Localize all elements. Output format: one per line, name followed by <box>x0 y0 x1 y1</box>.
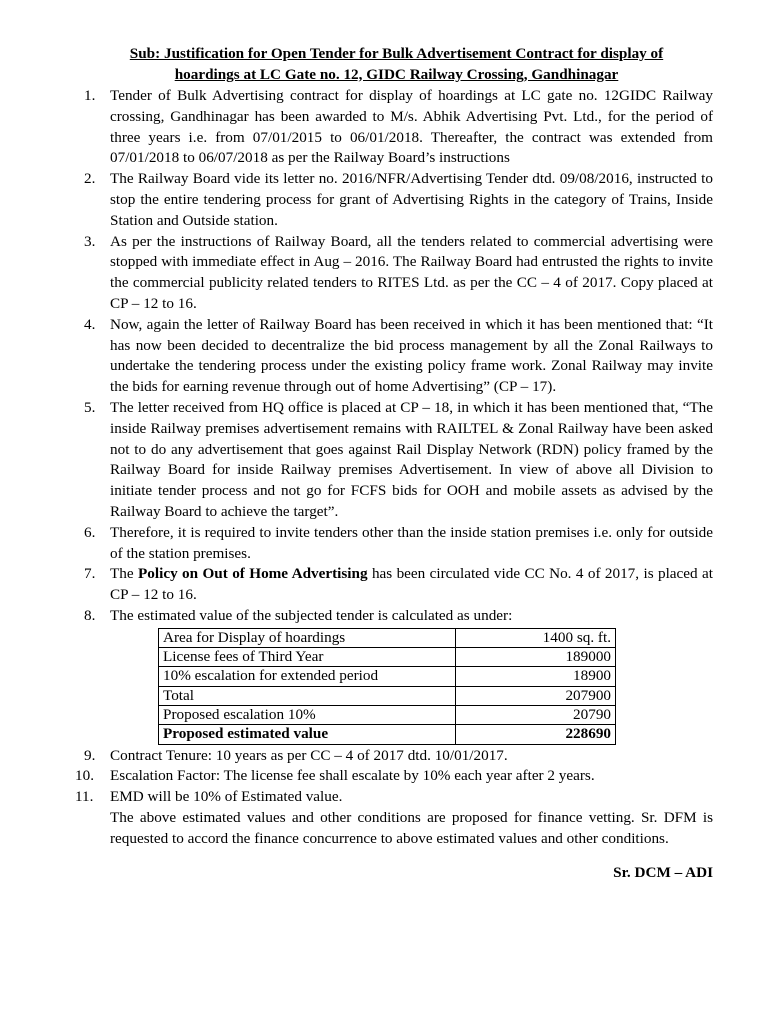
table-cell-label: Proposed escalation 10% <box>159 705 456 724</box>
point-number: 4. <box>84 315 96 333</box>
table-row <box>159 686 616 705</box>
point-text: Tender of Bulk Advertising contract for display of hoardings at LC gate no. 12GIDC Railway crossing, Gandhinagar has been awarded to M/s. Abhik Advertising Pvt. Ltd., for the period of three years i.e. from 07/01/2015 to 06/01/2018. Thereafter, the contract was extended from 07/01/2018 to 06/07/2018 as per the Railway Board’s instructions <box>110 87 713 167</box>
table-cell-value: 189000 <box>456 648 616 667</box>
point-number: 11. <box>75 788 94 806</box>
point-number: 10. <box>75 767 94 785</box>
point-11 <box>75 787 713 808</box>
table-row <box>159 648 616 667</box>
point-text: As per the instructions of Railway Board, all the tenders related to commercial advertising were stopped with immediate effect in Aug – 2016. The Railway Board had entrusted the rights to invite the commercial publicity related tenders to RITES Ltd. as per the CC – 4 of 2017. Copy placed at CP – 12 to 16. <box>110 232 713 312</box>
point-4 <box>80 315 713 398</box>
point-text: Therefore, it is required to invite tenders other than the inside station premises i.e. only for outside of the station premises. <box>110 523 713 562</box>
numbered-points <box>75 86 713 808</box>
point-text-after: has been circulated vide CC No. 4 of 2017, is placed at CP – 12 to 16. <box>110 565 713 604</box>
table-cell-value: 1400 sq. ft. <box>456 628 616 647</box>
table-cell-value: 207900 <box>456 686 616 705</box>
document-page <box>75 44 713 884</box>
point-6 <box>80 523 713 565</box>
point-1 <box>80 86 713 169</box>
table-cell-label: Total <box>159 686 456 705</box>
point-number: 6. <box>84 523 96 541</box>
point-2 <box>80 169 713 231</box>
point-number: 7. <box>84 565 96 583</box>
table-cell-value: 20790 <box>456 705 616 724</box>
closing-paragraph: The above estimated values and other conditions are proposed for finance vetting. Sr. DFM is requested to accord the finance concurrence to above estimated values and other conditions. <box>110 808 713 847</box>
point-text: Escalation Factor: The license fee shall escalate by 10% each year after 2 years. <box>110 767 595 785</box>
subject-line-1: Sub: Justification for Open Tender for Bulk Advertisement Contract for display of <box>129 45 664 62</box>
point-number: 8. <box>84 606 96 624</box>
point-text: EMD will be 10% of Estimated value. <box>110 788 343 806</box>
point-number: 2. <box>84 170 96 188</box>
policy-title: Policy on Out of Home Advertising <box>138 565 368 583</box>
point-text: The letter received from HQ office is placed at CP – 18, in which it has been mentioned that, “The inside Railway premises advertisement remains with RAILTEL & Zonal Railway have been asked not to do any advertisement that goes against Rail Display Network (RDN) policy framed by the Railway Board for inside Railway premises Advertisement. In view of above all Division to initiate tender process and not go for FCFS bids for OOH and mobile assets as advised by the Railway Board to achieve the target”. <box>110 398 713 520</box>
estimate-table <box>158 628 616 745</box>
point-3 <box>80 232 713 315</box>
point-text: Now, again the letter of Railway Board has been received in which it has been mentioned that: “It has now been decided to decentralize the bid process management by all the Zonal Railways to undertake the tendering process under the existing policy frame work. Zonal Railway may invite the bids for earning revenue through out of home Advertising” (CP – 17). <box>110 315 713 396</box>
point-text: Contract Tenure: 10 years as per CC – 4 of 2017 dtd. 10/01/2017. <box>110 746 508 764</box>
point-number: 3. <box>84 232 96 250</box>
point-9 <box>80 746 713 767</box>
signature-block: Sr. DCM – ADI <box>613 864 713 882</box>
subject-line-2: hoardings at LC Gate no. 12, GIDC Railway Crossing, Gandhinagar <box>174 65 619 83</box>
table-row <box>159 628 616 647</box>
table-row <box>159 705 616 724</box>
point-8 <box>80 606 713 745</box>
point-7 <box>80 564 713 606</box>
table-cell-label: Proposed estimated value <box>159 725 456 744</box>
point-number: 5. <box>84 398 96 416</box>
table-cell-value: 18900 <box>456 667 616 686</box>
point-text-before: The <box>110 565 139 583</box>
point-number: 9. <box>84 746 96 764</box>
point-text: The estimated value of the subjected tender is calculated as under: <box>110 606 513 624</box>
table-row <box>159 667 616 686</box>
subject-heading <box>80 44 713 85</box>
table-cell-label: 10% escalation for extended period <box>159 667 456 686</box>
table-cell-label: Area for Display of hoardings <box>159 628 456 647</box>
point-5 <box>80 398 713 523</box>
point-10 <box>75 766 713 787</box>
table-cell-label: License fees of Third Year <box>159 648 456 667</box>
point-number: 1. <box>84 87 96 104</box>
point-text: The Railway Board vide its letter no. 2016/NFR/Advertising Tender dtd. 09/08/2016, instructed to stop the entire tendering process for grant of Advertising Rights in the category of Trains, Inside Station and Outside station. <box>110 170 713 229</box>
table-cell-value: 228690 <box>456 725 616 744</box>
table-row <box>159 725 616 744</box>
point-text <box>110 564 713 606</box>
